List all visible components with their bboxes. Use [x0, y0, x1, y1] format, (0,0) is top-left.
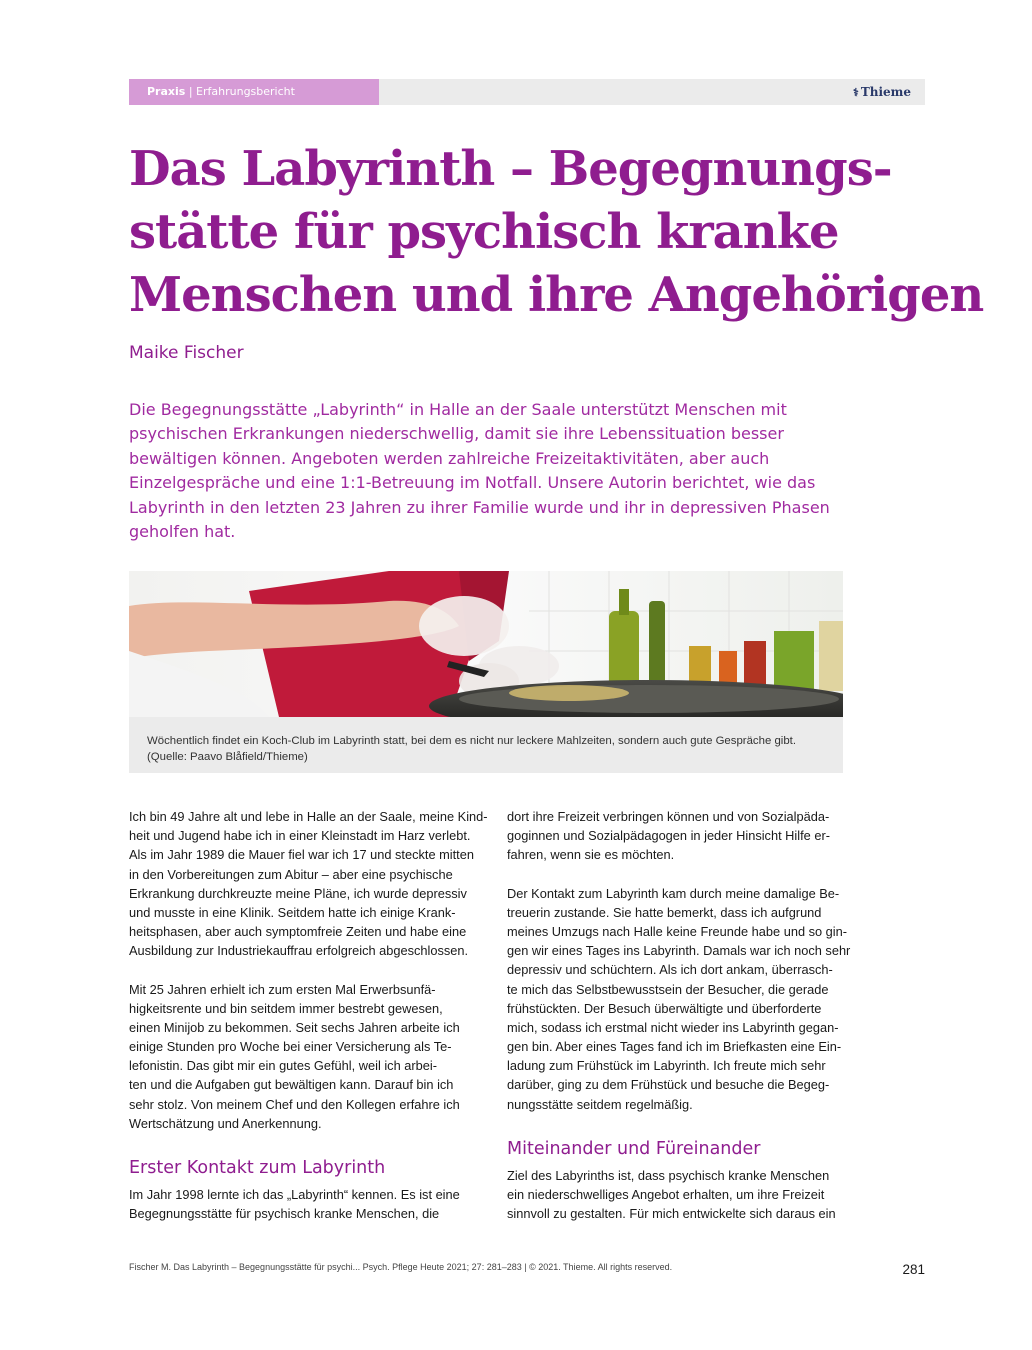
text-line: lefonistin. Das gibt mir ein gutes Gefühl, weil ich arbei- — [129, 1058, 437, 1074]
text-line: Ziel des Labyrinths ist, dass psychisch kranke Menschen — [507, 1167, 830, 1183]
text-line: mich, sodass ich erstmal nicht wieder ins Labyrinth gegan- — [507, 1019, 839, 1035]
text-line: Wertschätzung und Anerkennung. — [129, 1115, 322, 1131]
text-line: higkeitsrente und bin seitdem immer bestrebt gewesen, — [129, 1000, 443, 1016]
title-line: Das Labyrinth – Begegnungs- — [129, 141, 892, 197]
text-line: sehr stolz. Von meinem Chef und den Kollegen erfahre ich — [129, 1096, 460, 1112]
caption-line: (Quelle: Paavo Blåfield/Thieme) — [147, 750, 308, 763]
article-photo — [129, 571, 843, 717]
body-column-left — [129, 807, 488, 1223]
section-separator: | — [188, 85, 193, 98]
abstract-line: Einzelgespräche und eine 1:1-Betreuung im Notfall. Unsere Autorin berichtet, wie das — [129, 473, 816, 493]
text-line: ladung zum Frühstück im Labyrinth. Ich freute mich sehr — [507, 1058, 826, 1074]
text-line: Ich bin 49 Jahre alt und lebe in Halle an der Saale, meine Kind- — [129, 809, 488, 824]
publisher-logo — [853, 79, 911, 105]
text-line: darüber, ging zu dem Frühstück und besuche die Begeg- — [507, 1077, 830, 1093]
text-line: einen Minijob zu bekommen. Seit sechs Jahren arbeite ich — [129, 1019, 460, 1035]
paragraph — [507, 884, 851, 1114]
abstract-line: Labyrinth in den letzten 23 Jahren zu ihrer Familie wurde und ihr in depressiven Phasen — [129, 497, 830, 517]
citation-footer: Fischer M. Das Labyrinth – Begegnungsstätte für psychi... Psych. Pflege Heute 2021; 27: 281–283 | © 2021. Thieme. All rights reserved. — [129, 1262, 673, 1272]
text-line: goginnen und Sozialpädagogen in jeder Hinsicht Hilfe er- — [507, 828, 830, 844]
text-line: in den Vorbereitungen zum Abitur – aber eine psychische — [129, 866, 453, 882]
paragraph — [507, 1166, 847, 1224]
text-line: ein niederschwelliges Angebot erhalten, um ihre Freizeit — [507, 1187, 825, 1202]
page-number: 281 — [902, 1262, 925, 1277]
section-category: Erfahrungsbericht — [196, 85, 295, 98]
text-line: einige Stunden pro Woche bei einer Versicherung als Te- — [129, 1039, 452, 1055]
text-line: ten und die Aufgaben gut bewältigen kann. Darauf bin ich — [129, 1077, 454, 1093]
kitchen-photo-image — [129, 571, 843, 717]
text-line: gen wir eines Tages ins Labyrinth. Damals war ich noch sehr — [507, 943, 851, 959]
text-line: Der Kontakt zum Labyrinth kam durch meine damalige Be- — [507, 885, 840, 901]
abstract — [129, 398, 829, 544]
thieme-logo-icon: ⚕ — [852, 86, 859, 99]
paragraph — [129, 807, 488, 961]
author-name: Maike Fischer — [129, 343, 244, 363]
abstract-line: bewältigen können. Angeboten werden zahlreiche Freizeitaktivitäten, aber auch — [129, 448, 770, 468]
text-line: und musste in eine Klinik. Seitdem hatte ich einige Krank- — [129, 904, 456, 920]
title-line: stätte für psychisch kranke — [129, 204, 839, 260]
photo-caption — [129, 717, 843, 773]
paragraph — [507, 807, 847, 865]
text-line: te mich das Selbstbewusstsein der Besucher, die gerade — [507, 981, 829, 997]
text-line: treuerin zustande. Sie hatte bemerkt, dass ich aufgrund — [507, 904, 822, 920]
paragraph — [129, 980, 469, 1134]
text-line: Erkrankung durchkreuzte meine Pläne, ich wurde depressiv — [129, 885, 467, 901]
header-bar — [129, 79, 925, 105]
section-label — [129, 79, 379, 105]
publisher-name: Thieme — [860, 85, 911, 99]
text-line: Mit 25 Jahren erhielt ich zum ersten Mal Erwerbsunfä- — [129, 981, 436, 997]
abstract-line: psychischen Erkrankungen niederschwellig, damit sie ihre Lebenssituation besser — [129, 424, 784, 444]
text-line: frühstückten. Der Besuch überwältigte und überforderte — [507, 1000, 822, 1016]
title-line: Menschen und ihre Angehörigen — [129, 267, 984, 323]
text-line: Ausbildung zur Industriekauffrau erfolgreich abgeschlossen. — [129, 943, 469, 959]
text-line: depressiv und schüchtern. Als ich dort ankam, überrasch- — [507, 962, 833, 978]
abstract-line: Die Begegnungsstätte „Labyrinth“ in Halle an der Saale unterstützt Menschen mit — [129, 400, 787, 419]
body-column-right — [507, 807, 851, 1223]
section-heading: Erster Kontakt zum Labyrinth — [129, 1158, 386, 1178]
text-line: Begegnungsstätte für psychisch kranke Menschen, die — [129, 1206, 440, 1222]
text-line: gen bin. Aber eines Tages fand ich im Briefkasten eine Ein- — [507, 1039, 842, 1055]
text-line: Als im Jahr 1989 die Mauer fiel war ich 17 und steckte mitten — [129, 847, 474, 863]
abstract-line: geholfen hat. — [129, 522, 236, 542]
text-line: fahren, wenn sie es möchten. — [507, 847, 675, 863]
text-line: heitsphasen, aber auch symptomfreie Zeiten und habe eine — [129, 924, 467, 940]
paragraph — [129, 1185, 469, 1223]
text-line: meines Umzugs nach Halle keine Freunde habe und so gin- — [507, 923, 848, 939]
text-line: sinnvoll zu gestalten. Für mich entwickelte sich daraus ein — [507, 1206, 836, 1222]
section-heading: Miteinander und Füreinander — [507, 1138, 761, 1159]
article-title — [129, 138, 984, 327]
text-line: dort ihre Freizeit verbringen können und von Sozialpäda- — [507, 809, 830, 824]
text-line: heit und Jugend habe ich in einer Kleinstadt im Harz verlebt. — [129, 828, 471, 844]
section-name: Praxis — [147, 85, 186, 98]
text-line: Im Jahr 1998 lernte ich das „Labyrinth“ kennen. Es ist eine — [129, 1187, 460, 1202]
text-line: nungsstätte seitdem regelmäßig. — [507, 1096, 693, 1112]
caption-line: Wöchentlich findet ein Koch-Club im Labyrinth statt, bei dem es nicht nur leckere Mahlzeiten, sondern auch gute Gespräche gibt. — [147, 735, 796, 747]
